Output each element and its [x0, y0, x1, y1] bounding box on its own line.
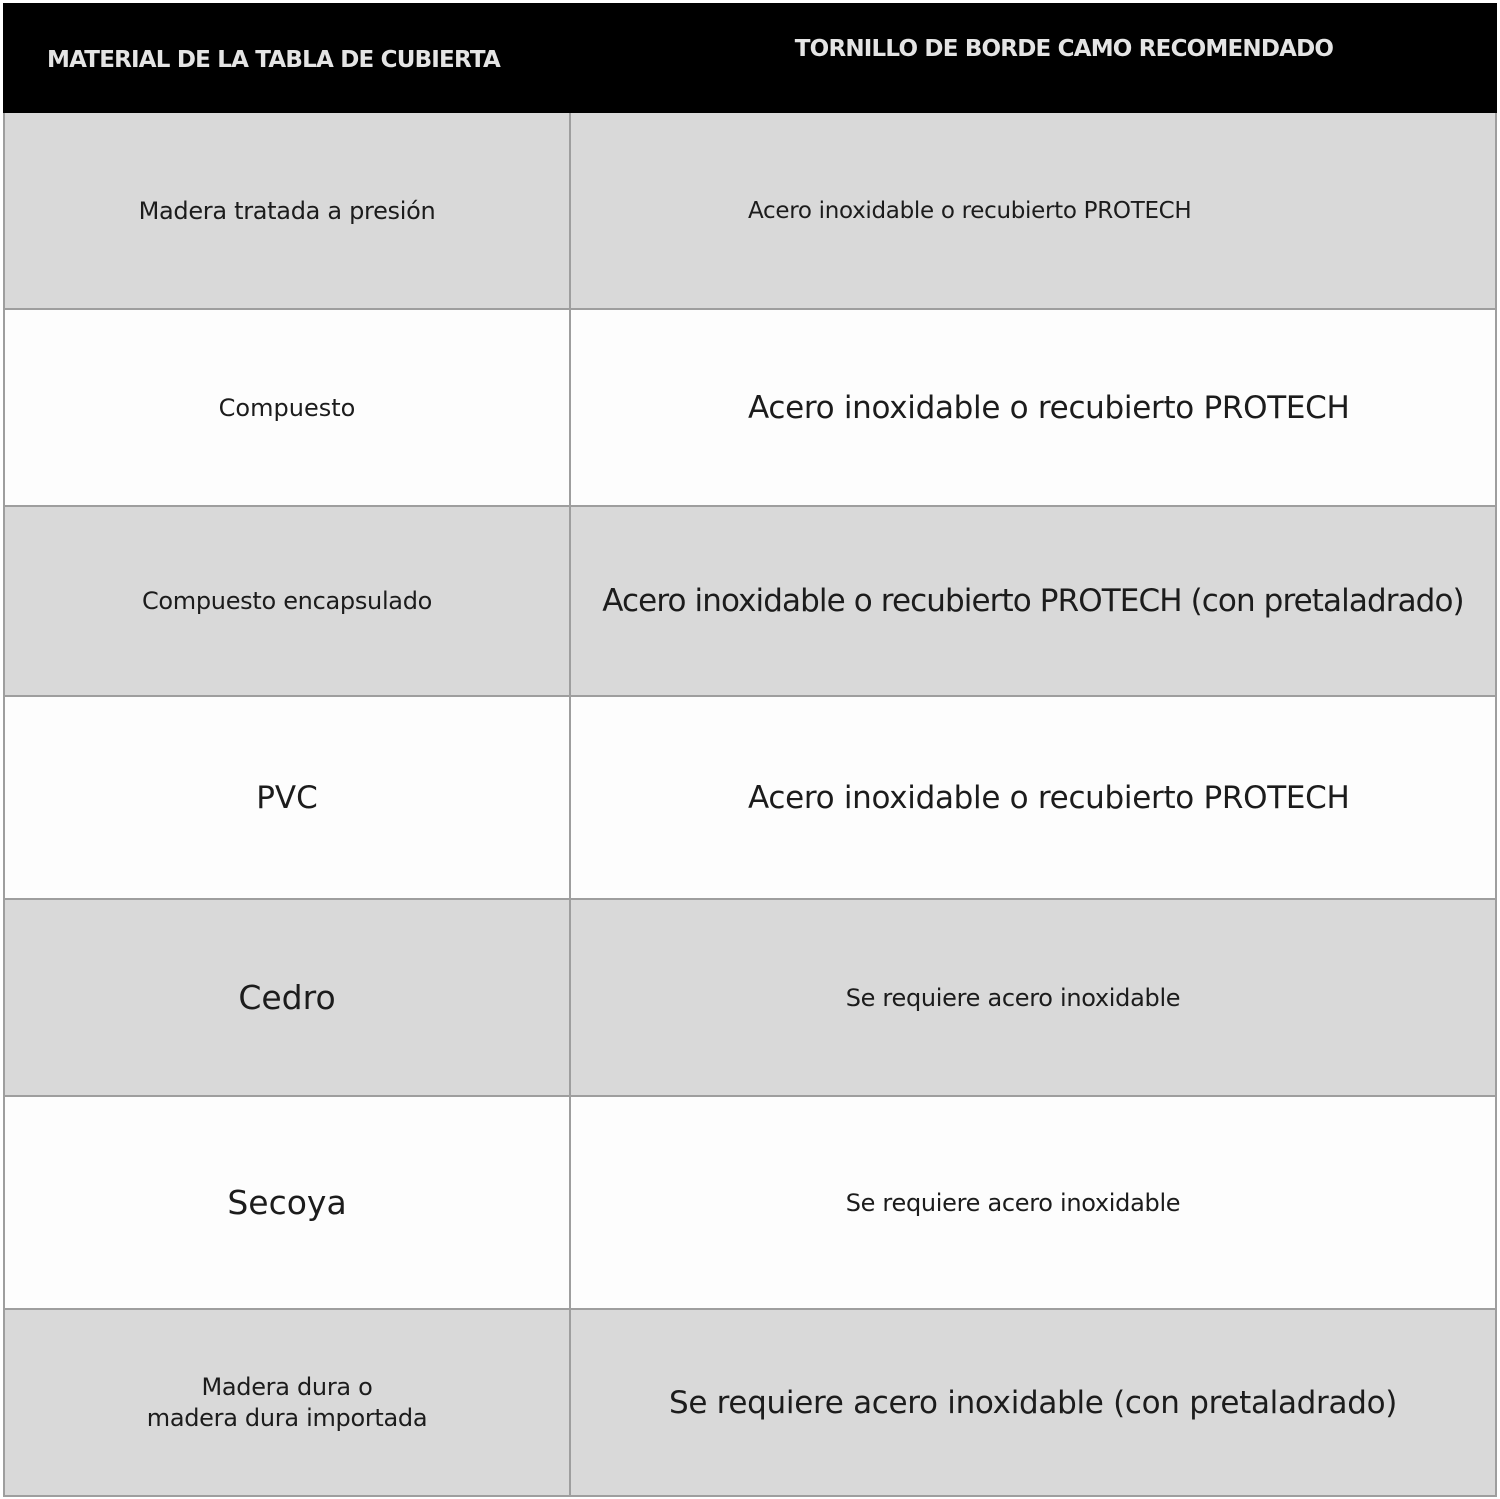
header-material-label: MATERIAL DE LA TABLA DE CUBIERTA	[47, 47, 500, 73]
row-4-screw	[571, 697, 1497, 900]
row-7-screw	[571, 1310, 1497, 1497]
row-2-material	[3, 310, 571, 507]
row-2-screw	[571, 310, 1497, 507]
row-4-material	[3, 697, 571, 900]
row-5-screw	[571, 900, 1497, 1097]
material-label: Secoya	[227, 1183, 347, 1222]
row-1-screw	[571, 113, 1497, 310]
screw-label: Se requiere acero inoxidable	[845, 1188, 1181, 1217]
row-3-screw	[571, 507, 1497, 697]
screw-label: Acero inoxidable o recubierto PROTECH	[748, 389, 1350, 426]
row-1-material	[3, 113, 571, 310]
material-label	[147, 1372, 428, 1434]
row-5-material	[3, 900, 571, 1097]
row-6-screw	[571, 1097, 1497, 1310]
material-label: Madera tratada a presión	[138, 196, 436, 225]
material-label: Compuesto encapsulado	[141, 587, 433, 615]
header-screw	[571, 3, 1497, 113]
screw-label: Acero inoxidable o recubierto PROTECH	[748, 779, 1350, 816]
screw-label: Acero inoxidable o recubierto PROTECH	[748, 197, 1192, 224]
fastener-table	[3, 3, 1497, 1497]
material-line-1: Madera dura o	[201, 1372, 373, 1401]
header-material	[3, 3, 571, 113]
header-screw-label: TORNILLO DE BORDE CAMO RECOMENDADO	[794, 36, 1334, 62]
material-line-2: madera dura importada	[146, 1403, 428, 1432]
screw-label: Se requiere acero inoxidable (con pretaladrado)	[668, 1384, 1398, 1421]
screw-label: Acero inoxidable o recubierto PROTECH (con pretaladrado)	[602, 583, 1464, 619]
row-3-material	[3, 507, 571, 697]
row-7-material	[3, 1310, 571, 1497]
screw-label: Se requiere acero inoxidable	[845, 983, 1181, 1012]
row-6-material	[3, 1097, 571, 1310]
material-label: PVC	[256, 779, 318, 816]
material-label: Compuesto	[218, 393, 356, 422]
material-label: Cedro	[238, 978, 336, 1017]
